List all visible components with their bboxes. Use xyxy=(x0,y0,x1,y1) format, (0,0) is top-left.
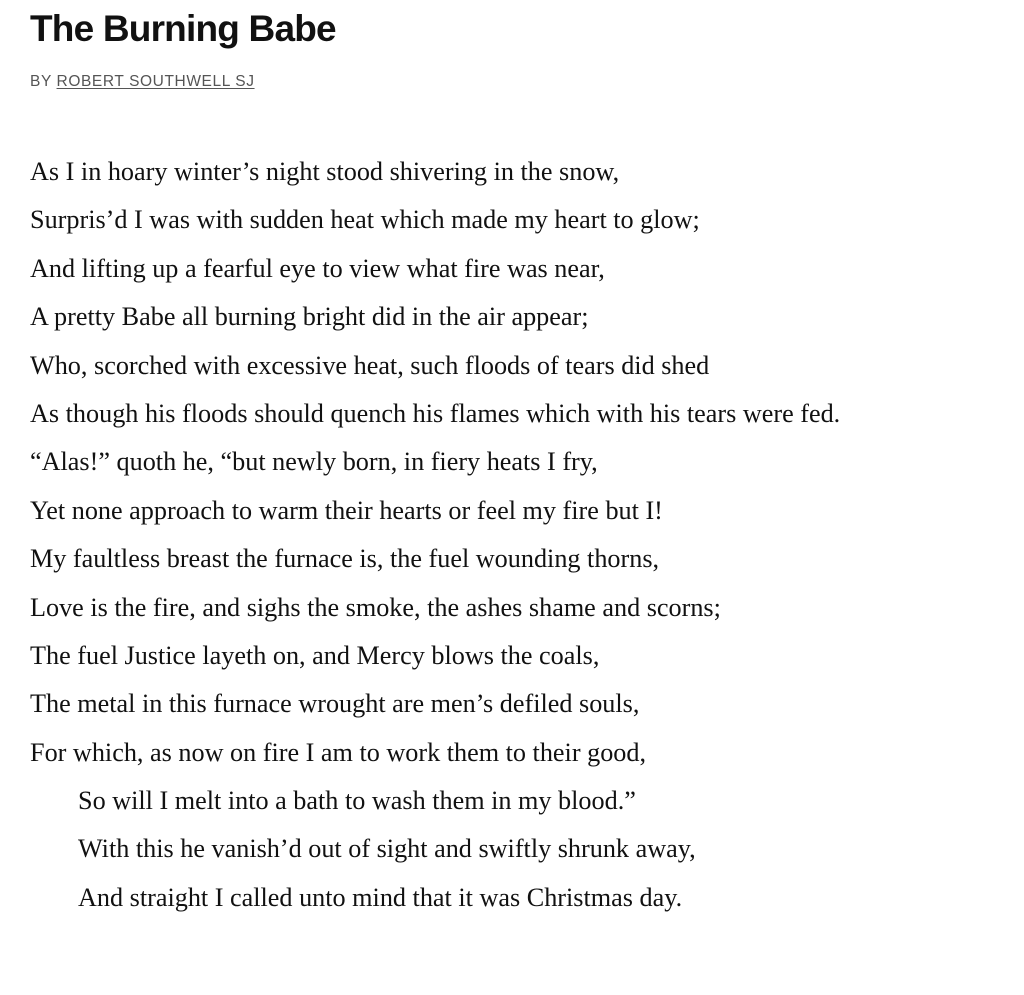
poem-line: My faultless breast the furnace is, the fuel wounding thorns, xyxy=(30,544,660,574)
poem-line: A pretty Babe all burning bright did in the air appear; xyxy=(30,302,589,332)
poem-line: The metal in this furnace wrought are men’s defiled souls, xyxy=(30,689,640,719)
poem-line: And lifting up a fearful eye to view what fire was near, xyxy=(30,253,605,283)
poem-line: For which, as now on fire I am to work them to their good, xyxy=(30,737,647,767)
poem-body xyxy=(30,148,840,922)
poem-line: The fuel Justice layeth on, and Mercy blows the coals, xyxy=(30,640,600,670)
poem-line: As I in hoary winter’s night stood shivering in the snow, xyxy=(30,157,620,186)
poem-title: The Burning Babe xyxy=(30,8,336,49)
poem-line: Love is the fire, and sighs the smoke, the ashes shame and scorns; xyxy=(30,592,721,622)
poem-line: Surpris’d I was with sudden heat which made my heart to glow; xyxy=(30,205,700,235)
poem-line: As though his floods should quench his flames which with his tears were fed. xyxy=(30,398,841,428)
byline xyxy=(30,73,255,91)
byline-prefix: BY xyxy=(30,73,52,90)
poem-line-indented: So will I melt into a bath to wash them in my blood.” xyxy=(78,786,636,816)
poem-line: Who, scorched with excessive heat, such floods of tears did shed xyxy=(30,350,710,380)
poem-line-indented: With this he vanish’d out of sight and swiftly shrunk away, xyxy=(78,834,696,864)
poem-line: Yet none approach to warm their hearts or feel my fire but I! xyxy=(30,495,663,525)
author-link[interactable]: ROBERT SOUTHWELL SJ xyxy=(56,73,255,90)
poem-line: “Alas!” quoth he, “but newly born, in fiery heats I fry, xyxy=(30,447,598,477)
poem-line-indented: And straight I called unto mind that it was Christmas day. xyxy=(78,882,683,912)
